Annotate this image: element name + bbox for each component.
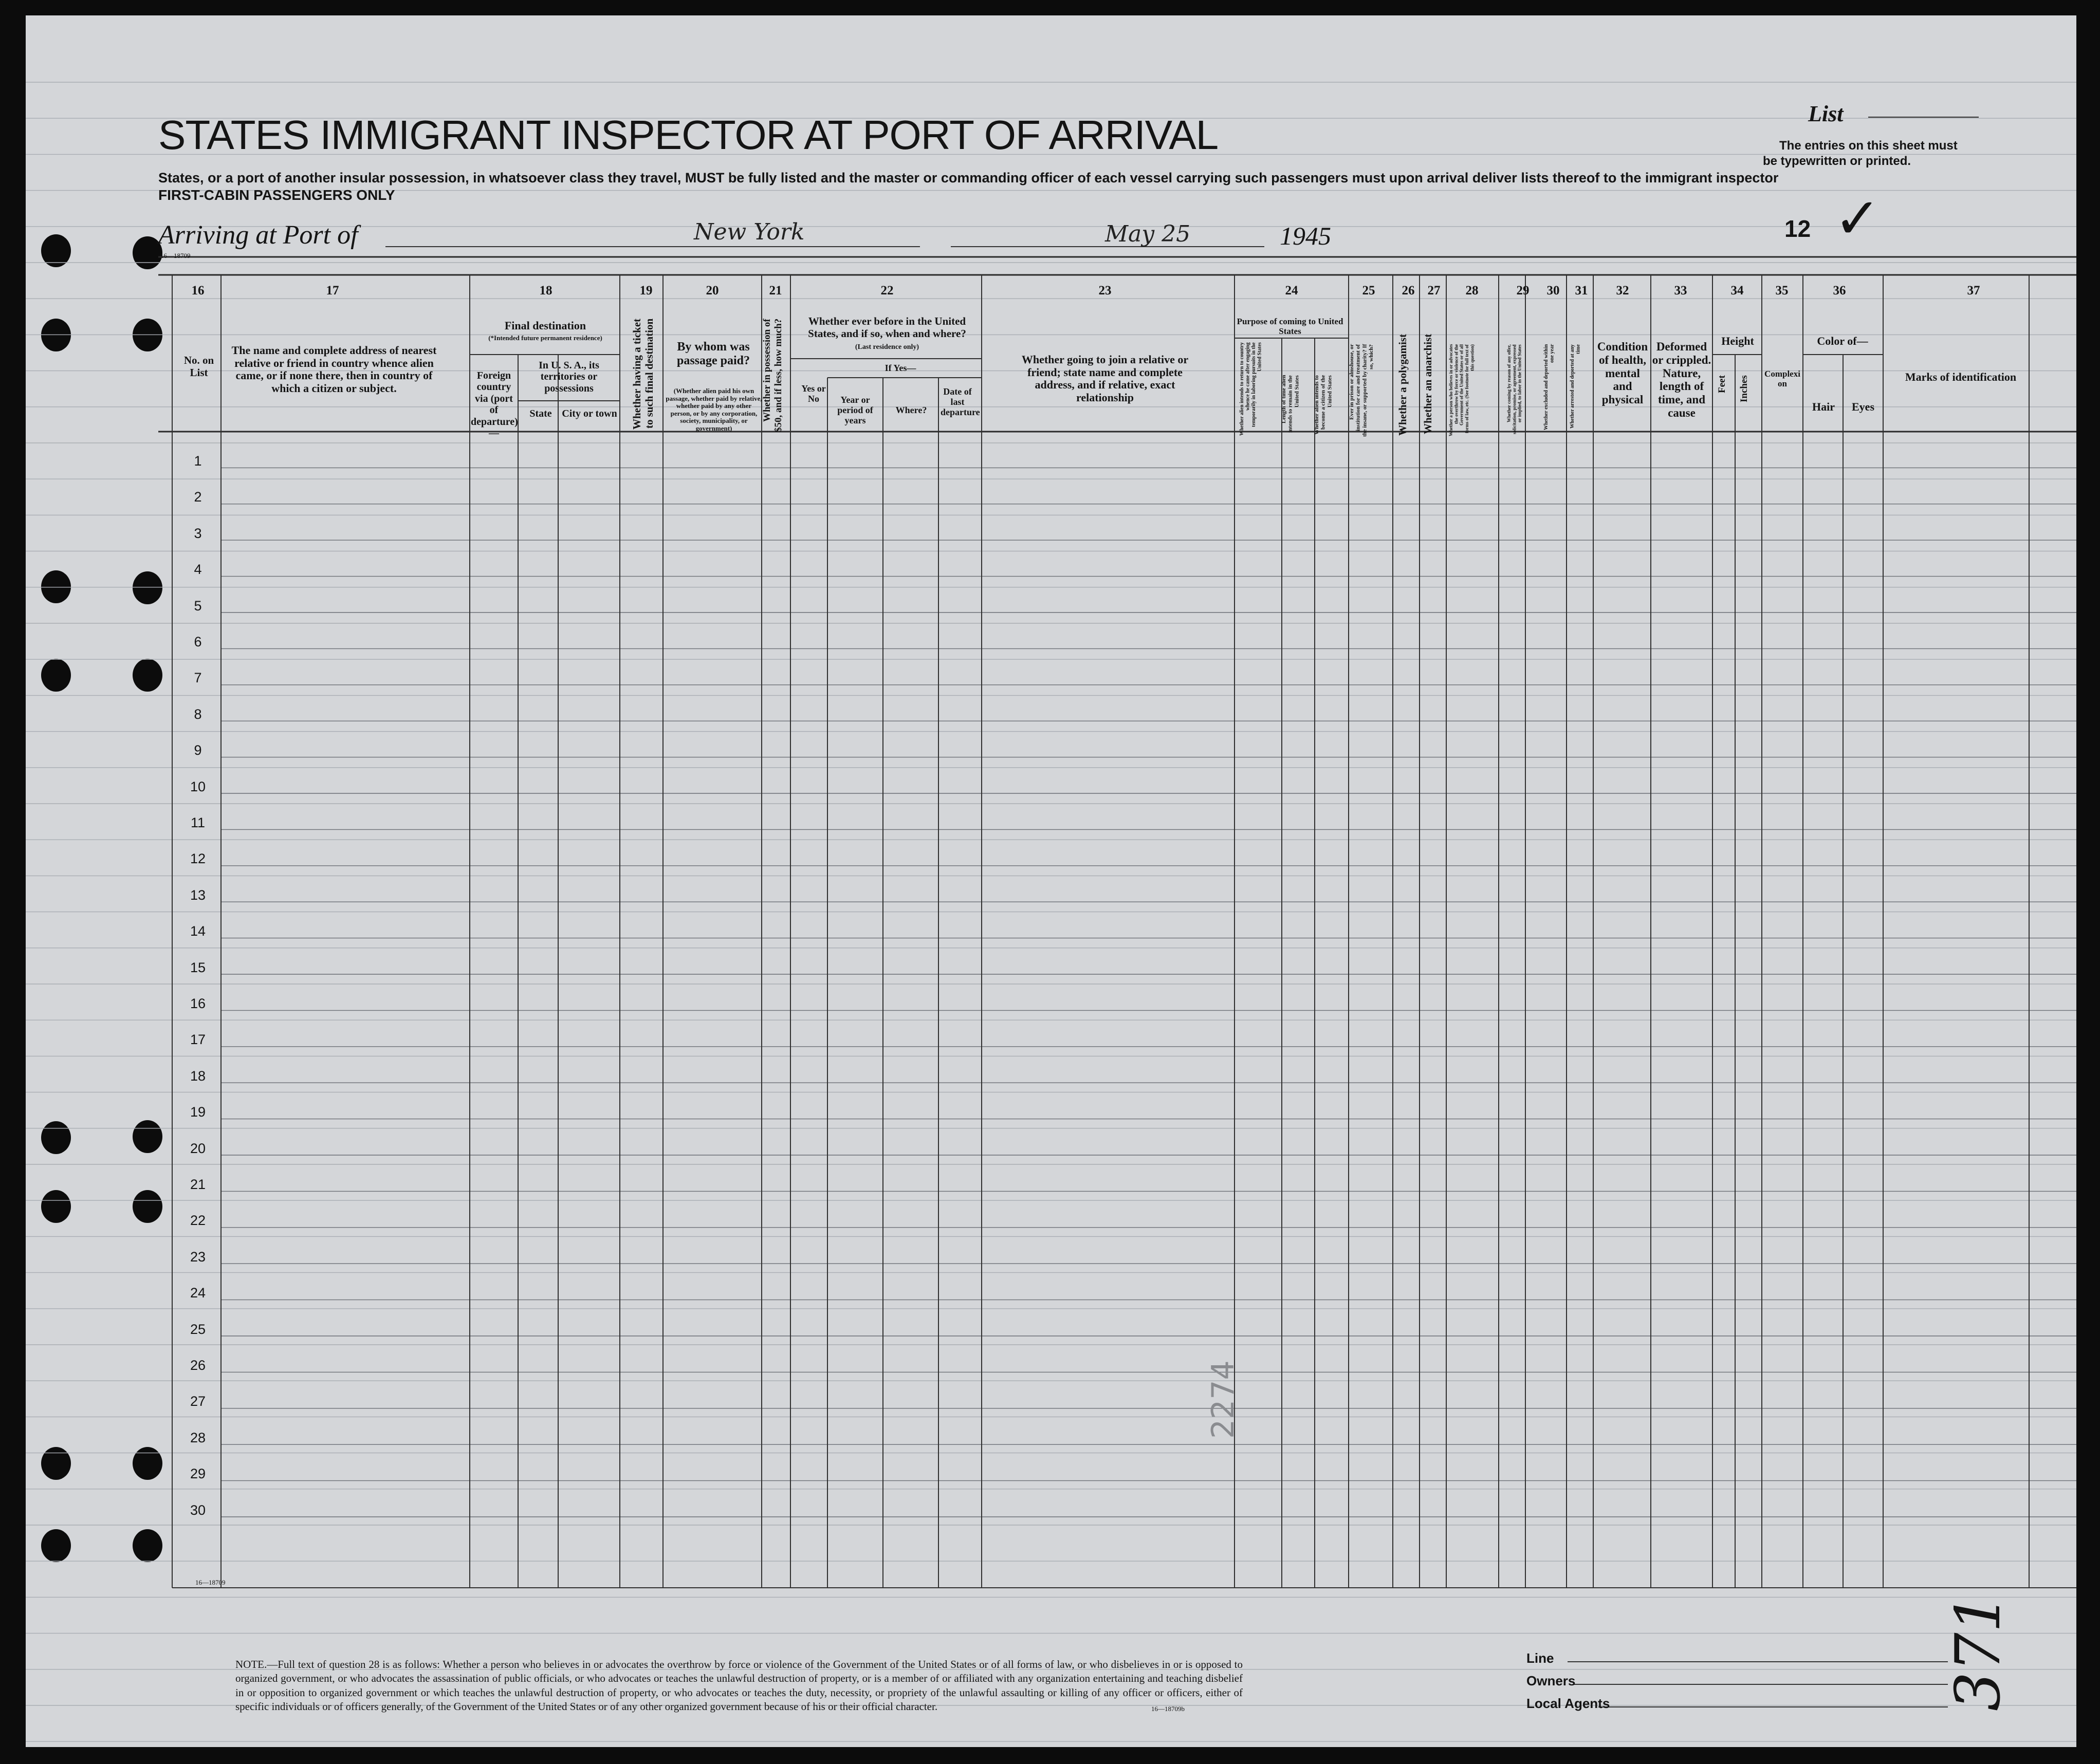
row-number: 18 — [190, 1068, 206, 1084]
header-last-residence: (Last residence only) — [855, 343, 919, 351]
header-purpose-citizen: Whether alien intends to become a citizen of the United States — [1314, 375, 1333, 435]
row-number: 1 — [194, 453, 202, 469]
header-deformed: Deformed or crippled. Nature, length of time, and cause — [1652, 340, 1711, 419]
form-code-footnote: 16—18709b — [1151, 1705, 1185, 1713]
header-where: Where? — [895, 405, 927, 415]
row-number: 27 — [190, 1394, 206, 1409]
row-number: 2 — [194, 489, 202, 505]
header-inches: Inches — [1739, 375, 1749, 402]
entries-note-2: be typewritten or printed. — [1763, 154, 1911, 168]
header-excluded: Whether excluded and deported within one year — [1543, 344, 1555, 431]
row-number: 10 — [190, 778, 206, 794]
form-subtitle: States, or a port of another insular possession, in whatsoever class they travel, MUST be fully listed and the master or commanding officer of each vessel carrying such passengers must upon arrival deliver lists thereof to the immigrant inspector — [158, 170, 1779, 185]
header-join-relative: Whether going to join a relative or friend; state name and complete address, and if relative, exact relationship — [1021, 353, 1189, 404]
row-number: 12 — [190, 851, 206, 867]
check-mark: ✓ — [1834, 185, 1882, 251]
row-number: 20 — [190, 1140, 206, 1156]
header-overthrow: Whether a person who believes in or advocates the overthrow by force or violence of the Government of the United States or of all forms of law, etc. (See footnote for full text of this question) — [1448, 344, 1475, 437]
header-labor-offer: Whether coming by reason of any offer, solicitation, promise, or agreement, expressed or implied, to labor in the United States — [1506, 344, 1522, 434]
row-number: 24 — [190, 1285, 206, 1301]
date-value: May 25 — [1105, 221, 1191, 247]
list-label: List — [1808, 101, 1844, 126]
footnote-question-28: NOTE.—Full text of question 28 is as follows: Whether a person who believes in or advocates the overthrow by force or violence of the Government of the United States or of all forms of law, or who disbelieves in or is opposed to organized government, or who advocates the assassination of public officials, or who advocates or teaches the unlawful destruction of property, or is a member of or affiliated with any organization entertaining and teaching disbelief in or opposition to organized government or which teaches the unlawful destruction of property, or who advocates or teaches the duty, necessity, or propriety of the unlawful assaulting or killing of any officer or officers, either of specific individuals or of officers generally, of the Government of the United States or of any other organized government because of his or their official character. — [235, 1658, 1243, 1713]
row-number: 13 — [190, 887, 206, 903]
row-number: 14 — [190, 923, 206, 939]
row-number: 26 — [190, 1358, 206, 1373]
row-number: 28 — [190, 1429, 206, 1445]
header-health: Condition of health, mental and physical — [1597, 340, 1648, 406]
sheet-number: 12 — [1784, 215, 1811, 242]
header-polygamist: Whether a polygamist — [1396, 334, 1409, 436]
header-hair: Hair — [1812, 400, 1835, 413]
form-code-top: 16—18709 — [160, 252, 191, 259]
row-number: 23 — [190, 1249, 206, 1265]
header-nearest-relative: The name and complete address of nearest relative or friend in country whence alien came, or if none there, then in country of which a citizen or subject. — [231, 344, 437, 395]
header-complexion: Complexion — [1764, 369, 1800, 389]
header-city: City or town — [562, 408, 617, 419]
row-number: 21 — [190, 1177, 206, 1192]
header-state: State — [529, 408, 552, 419]
header-ever-before: Whether ever before in the United States, and if so, when and where? — [808, 315, 966, 340]
header-prison: Ever in prison or almshouse, or institution for care and treatment of the insane, or supported by charity? If so, which? — [1349, 344, 1374, 437]
header-color: Color of— — [1817, 335, 1868, 347]
row-number: 30 — [190, 1502, 206, 1518]
form-grid — [26, 15, 2076, 1747]
header-fifty-dollars: Whether in possession of $50, and if less, how much? — [762, 319, 784, 433]
row-number: 25 — [190, 1321, 206, 1337]
row-number: 4 — [194, 562, 202, 578]
header-purpose-return: Whether alien intends to return to country whence he came after engaging temporarily in laboring pursuits in the United States — [1239, 342, 1263, 436]
page-number: 371 — [1943, 1593, 2014, 1711]
port-value: New York — [694, 219, 805, 245]
passenger-class: FIRST-CABIN PASSENGERS ONLY — [158, 187, 395, 203]
header-list-number: No. on List — [183, 354, 214, 379]
row-number: 9 — [194, 742, 202, 758]
row-number: 3 — [194, 525, 202, 541]
row-number: 11 — [190, 815, 206, 830]
arriving-label: Arriving at Port of — [158, 220, 358, 250]
row-number: 5 — [194, 598, 202, 614]
header-arrested: Whether arrested and deported at any time — [1570, 344, 1581, 429]
header-year-period: Year or period of years — [837, 395, 873, 426]
row-number: 16 — [190, 996, 206, 1011]
header-anarchist: Whether an anarchist — [1422, 334, 1434, 435]
header-marks: Marks of identification — [1905, 370, 2017, 383]
header-eyes: Eyes — [1852, 400, 1874, 413]
header-if-yes: If Yes— — [885, 363, 916, 373]
header-purpose-length: Length of time alien intends to remain in the United States — [1281, 375, 1300, 433]
header-height: Height — [1721, 335, 1754, 347]
row-number: 17 — [190, 1032, 206, 1048]
header-final-destination: Final destination — [504, 319, 586, 332]
row-number: 22 — [190, 1213, 206, 1229]
entries-note-1: The entries on this sheet must — [1779, 139, 1958, 153]
form-title: STATES IMMIGRANT INSPECTOR AT PORT OF ARRIVAL — [158, 112, 1219, 158]
header-passage-paid: By whom was passage paid? — [676, 340, 750, 367]
row-number: 7 — [194, 670, 202, 686]
year-value: 1945 — [1280, 221, 1331, 250]
header-purpose: Purpose of coming to United States — [1237, 317, 1343, 337]
row-number: 6 — [194, 634, 202, 649]
header-in-usa: In U. S. A., its territories or possessions — [539, 360, 599, 394]
header-date-departure: Date of last departure — [941, 386, 980, 418]
row-number: 19 — [190, 1104, 206, 1120]
header-passage-note: (Whether alien paid his own passage, whether paid by relative, whether paid by any other person, or by any corporation, society, municipality, or government) — [666, 387, 762, 432]
row-number: 15 — [190, 959, 206, 975]
header-final-destination-note: (*Intended future permanent residence) — [488, 334, 602, 342]
row-number: 29 — [190, 1466, 206, 1482]
header-yes-no: Yes or No — [801, 383, 826, 404]
header-feet: Feet — [1717, 375, 1727, 393]
stamp-number: 2274 — [1205, 1360, 1241, 1439]
owners-label: Owners — [1526, 1673, 1576, 1688]
header-foreign-country: Foreign country via (port of departure)— — [471, 370, 518, 439]
line-label: Line — [1526, 1650, 1554, 1666]
header-ticket: Whether having a ticket to such final destination — [631, 319, 656, 430]
local-agents-label: Local Agents — [1526, 1696, 1610, 1711]
manifest-sheet: STATES IMMIGRANT INSPECTOR AT PORT OF ARRIVAL States, or a port of another insular possession, in whatsoever class they travel, MUST be fully listed and the master or commanding officer of each vessel carrying such passengers must upon arrival deliver lists thereof to the immigrant inspector FIRST-CABIN PASSENGERS ONLY Arriving at Port of New York May 25 1945 16—18709 List The entries on this sheet must be typewritten or printed. 12 ✓ 16 17 18 19 20 21 22 23 24 25 26 27 28 29 30 31 32 33 34 35 36 37 No. on List The name and complete address of nearest relative or friend in country whence alien came, or if none there, then in country of which a citizen or subject. Final destination (*Intended future permanent residence) Foreign country via (port of departure)— In U. S. A., its territories or possessions State City or town Whether having a ticket to such final destination By whom was passage paid? (Whether alien paid his own passage, whether paid by relative, whether paid by any other person, or by any corporation, society, municipality, or government) Whether in possession of $50, and if less, how much? Whether ever before in the United States, and if so, when and where? (Last residence only) If Yes— Yes or No Year or period of years Where? Date of last departure Whether going to join a relative or friend; state name and complete address, and if relative, exact relationship Purpose of coming to United States Whether alien intends to return to country whence he came after engaging temporarily in laboring pursuits in the United States Length of time alien intends to remain in the United States Whether alien intends to become a citizen of the United States Ever in prison or almshouse, or institution for care and treatment of the insane, or supported by charity? If so, which? Whether a polygamist Whether an anarchist Whether a person who believes in or advocates the overthrow by force or violence of the Government of the United States or of all forms of law, etc. (See footnote for full text of this question) Whether coming by reason of any offer, solicitation, promise, or agreement, expressed or implied, to labor in the United States Whether excluded and deported within one year Whether arrested and deported at any time Condition of health, mental and physical Deformed or crippled. Nature, length of time, and cause Height Feet Inches Complexion Color of— Hair Eyes Marks of identification 1 2 3 4 5 6 7 8 9 10 11 12 13 14 15 16 17 18 19 20 21 22 23 24 25 26 27 28 29 30 16—18709 NOTE.—Full text of question 28 is as follows: Whether a person who believes in or advocates the overthrow by force or violence of the Government of the United States or of all forms of law, or who disbelieves in or is opposed to organized government, or who advocates the assassination of public officials, or who advocates or teaches the unlawful destruction of property, or is a member of or affiliated with any organization entertaining and teaching disbelief in or opposition to organized government or which teaches the unlawful destruction of property, or who advocates or teaches the duty, necessity, or propriety of the unlawful assaulting or killing of any officer or officers, either of specific individuals or of officers generally, of the Government of the United States or of any other organized government because of his or their official character. 16—18709b Line Owners Local Agents 2274 371 — [26, 15, 2076, 1747]
row-number: 8 — [194, 706, 202, 722]
form-code-bottom: 16—18709 — [195, 1579, 226, 1586]
